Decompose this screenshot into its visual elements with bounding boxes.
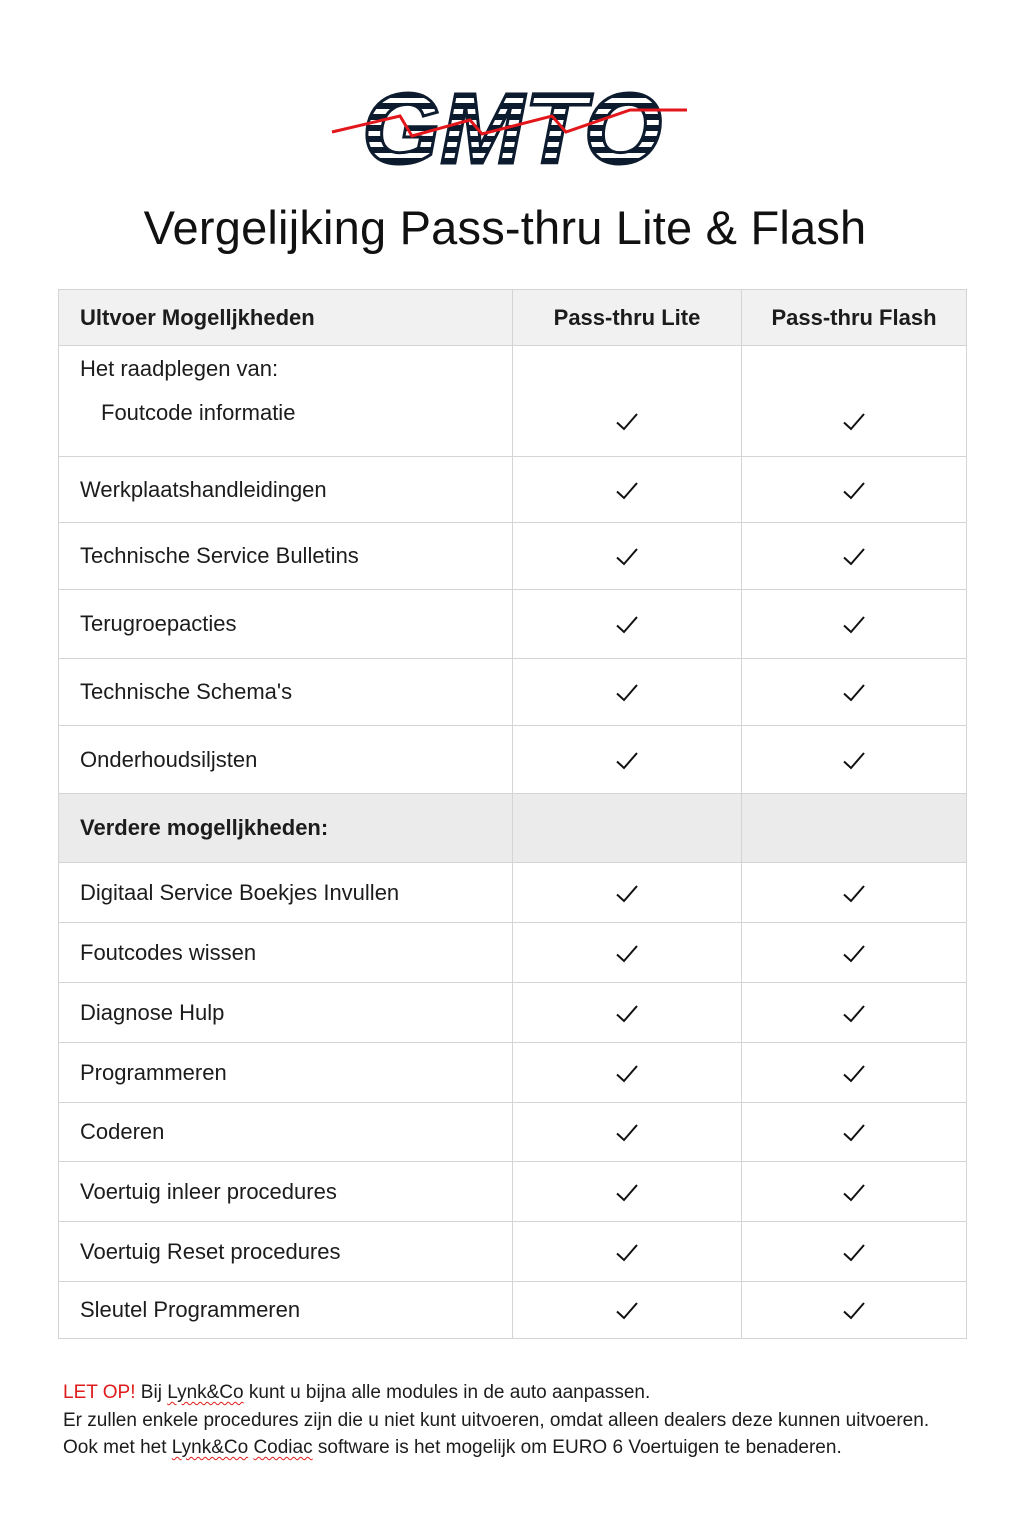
page-title: Vergelijking Pass-thru Lite & Flash xyxy=(143,201,867,254)
feature-label: Het raadplegen van: xyxy=(80,356,279,381)
lite-cell xyxy=(513,523,742,590)
checkmark-icon xyxy=(615,1241,639,1265)
header-pass-thru-lite: Pass-thru Lite xyxy=(513,290,742,346)
table-row xyxy=(59,983,967,1043)
flash-cell xyxy=(742,457,967,523)
lite-cell xyxy=(513,923,742,983)
feature-label: Technische Service Bulletins xyxy=(59,523,513,590)
checkmark-icon xyxy=(842,479,866,503)
checkmark-icon xyxy=(615,749,639,773)
checkmark-icon xyxy=(615,681,639,705)
flash-cell xyxy=(742,983,967,1043)
feature-label: Digitaal Service Boekjes Invullen xyxy=(59,863,513,923)
feature-cell xyxy=(59,346,513,457)
flash-cell xyxy=(742,346,967,457)
feature-label: Diagnose Hulp xyxy=(59,983,513,1043)
feature-sub-label: Foutcode informatie xyxy=(101,400,296,425)
footnote-text: Bij xyxy=(135,1382,168,1403)
table-row xyxy=(59,726,967,794)
table-row xyxy=(59,863,967,923)
checkmark-icon xyxy=(842,749,866,773)
checkmark-icon xyxy=(842,1181,866,1205)
lite-cell xyxy=(513,1222,742,1282)
checkmark-icon xyxy=(842,882,866,906)
checkmark-icon xyxy=(842,1062,866,1086)
flash-cell xyxy=(742,1043,967,1103)
checkmark-icon xyxy=(615,479,639,503)
table-header-row xyxy=(59,290,967,346)
feature-label: Sleutel Programmeren xyxy=(59,1282,513,1339)
lite-cell xyxy=(513,457,742,523)
flash-cell xyxy=(742,1222,967,1282)
lite-cell xyxy=(513,1282,742,1339)
table-row xyxy=(59,457,967,523)
checkmark-icon xyxy=(615,942,639,966)
gmto-logo xyxy=(330,70,690,180)
table-row xyxy=(59,659,967,726)
brand-name: Lynk&Co xyxy=(167,1382,244,1403)
table-row xyxy=(59,923,967,983)
flash-cell xyxy=(742,1282,967,1339)
flash-cell xyxy=(742,1162,967,1222)
table-row xyxy=(59,1222,967,1282)
feature-label: Technische Schema's xyxy=(59,659,513,726)
feature-label: Foutcodes wissen xyxy=(59,923,513,983)
table-row xyxy=(59,1043,967,1103)
checkmark-icon xyxy=(842,1299,866,1323)
section-header-row xyxy=(59,794,967,863)
checkmark-icon xyxy=(615,1299,639,1323)
checkmark-icon xyxy=(842,1002,866,1026)
header-pass-thru-flash: Pass-thru Flash xyxy=(742,290,967,346)
flash-cell xyxy=(742,1103,967,1162)
feature-label: Voertuig Reset procedures xyxy=(59,1222,513,1282)
checkmark-icon xyxy=(842,613,866,637)
comparison-table xyxy=(58,289,967,1339)
checkmark-icon xyxy=(615,545,639,569)
lite-cell xyxy=(513,1103,742,1162)
checkmark-icon xyxy=(615,1002,639,1026)
checkmark-icon xyxy=(842,410,866,434)
flash-cell xyxy=(742,726,967,794)
lite-cell xyxy=(513,1043,742,1103)
logo-text: GMTO xyxy=(362,73,662,180)
section-label: Verdere mogelljkheden: xyxy=(59,794,513,863)
footnote-text: kunt u bijna alle modules in de auto aanpassen. xyxy=(243,1382,651,1403)
software-name: Codiac xyxy=(253,1437,313,1458)
checkmark-icon xyxy=(842,942,866,966)
section-empty-cell xyxy=(513,794,742,863)
footnote-line-2: Er zullen enkele procedures zijn die u niet kunt uitvoeren, omdat alleen dealers deze kunnen uitvoeren. xyxy=(63,1409,930,1431)
header-features: Ultvoer Mogelljkheden xyxy=(59,290,513,346)
checkmark-icon xyxy=(615,882,639,906)
table-row xyxy=(59,590,967,659)
table-row xyxy=(59,346,967,457)
flash-cell xyxy=(742,523,967,590)
checkmark-icon xyxy=(842,545,866,569)
warning-label: LET OP! xyxy=(63,1382,136,1403)
lite-cell xyxy=(513,1162,742,1222)
brand-name: Lynk&Co xyxy=(171,1437,249,1458)
table-body xyxy=(59,346,967,1339)
gmto-logo-graphic xyxy=(330,70,690,180)
feature-label: Voertuig inleer procedures xyxy=(59,1162,513,1222)
checkmark-icon xyxy=(615,613,639,637)
lite-cell xyxy=(513,346,742,457)
checkmark-icon xyxy=(615,1181,639,1205)
footnote-text: software is het mogelijk om EURO 6 Voertuigen te benaderen. xyxy=(312,1437,842,1458)
footnote-line-3 xyxy=(63,1434,1003,1462)
lite-cell xyxy=(513,590,742,659)
table-row xyxy=(59,1103,967,1162)
feature-label: Werkplaatshandleidingen xyxy=(59,457,513,523)
lite-cell xyxy=(513,726,742,794)
checkmark-icon xyxy=(842,1121,866,1145)
flash-cell xyxy=(742,659,967,726)
footnote xyxy=(63,1379,1003,1462)
feature-label: Programmeren xyxy=(59,1043,513,1103)
flash-cell xyxy=(742,923,967,983)
lite-cell xyxy=(513,983,742,1043)
feature-label: Terugroepacties xyxy=(59,590,513,659)
checkmark-icon xyxy=(615,1062,639,1086)
table-row xyxy=(59,1282,967,1339)
table-row xyxy=(59,523,967,590)
section-empty-cell xyxy=(742,794,967,863)
feature-label: Onderhoudsiljsten xyxy=(59,726,513,794)
table-row xyxy=(59,1162,967,1222)
checkmark-icon xyxy=(615,1121,639,1145)
checkmark-icon xyxy=(615,410,639,434)
lite-cell xyxy=(513,659,742,726)
lite-cell xyxy=(513,863,742,923)
footnote-text: Ook met het xyxy=(63,1437,172,1458)
checkmark-icon xyxy=(842,1241,866,1265)
flash-cell xyxy=(742,863,967,923)
feature-label: Coderen xyxy=(59,1103,513,1162)
flash-cell xyxy=(742,590,967,659)
checkmark-icon xyxy=(842,681,866,705)
footnote-line-1 xyxy=(63,1379,1003,1407)
